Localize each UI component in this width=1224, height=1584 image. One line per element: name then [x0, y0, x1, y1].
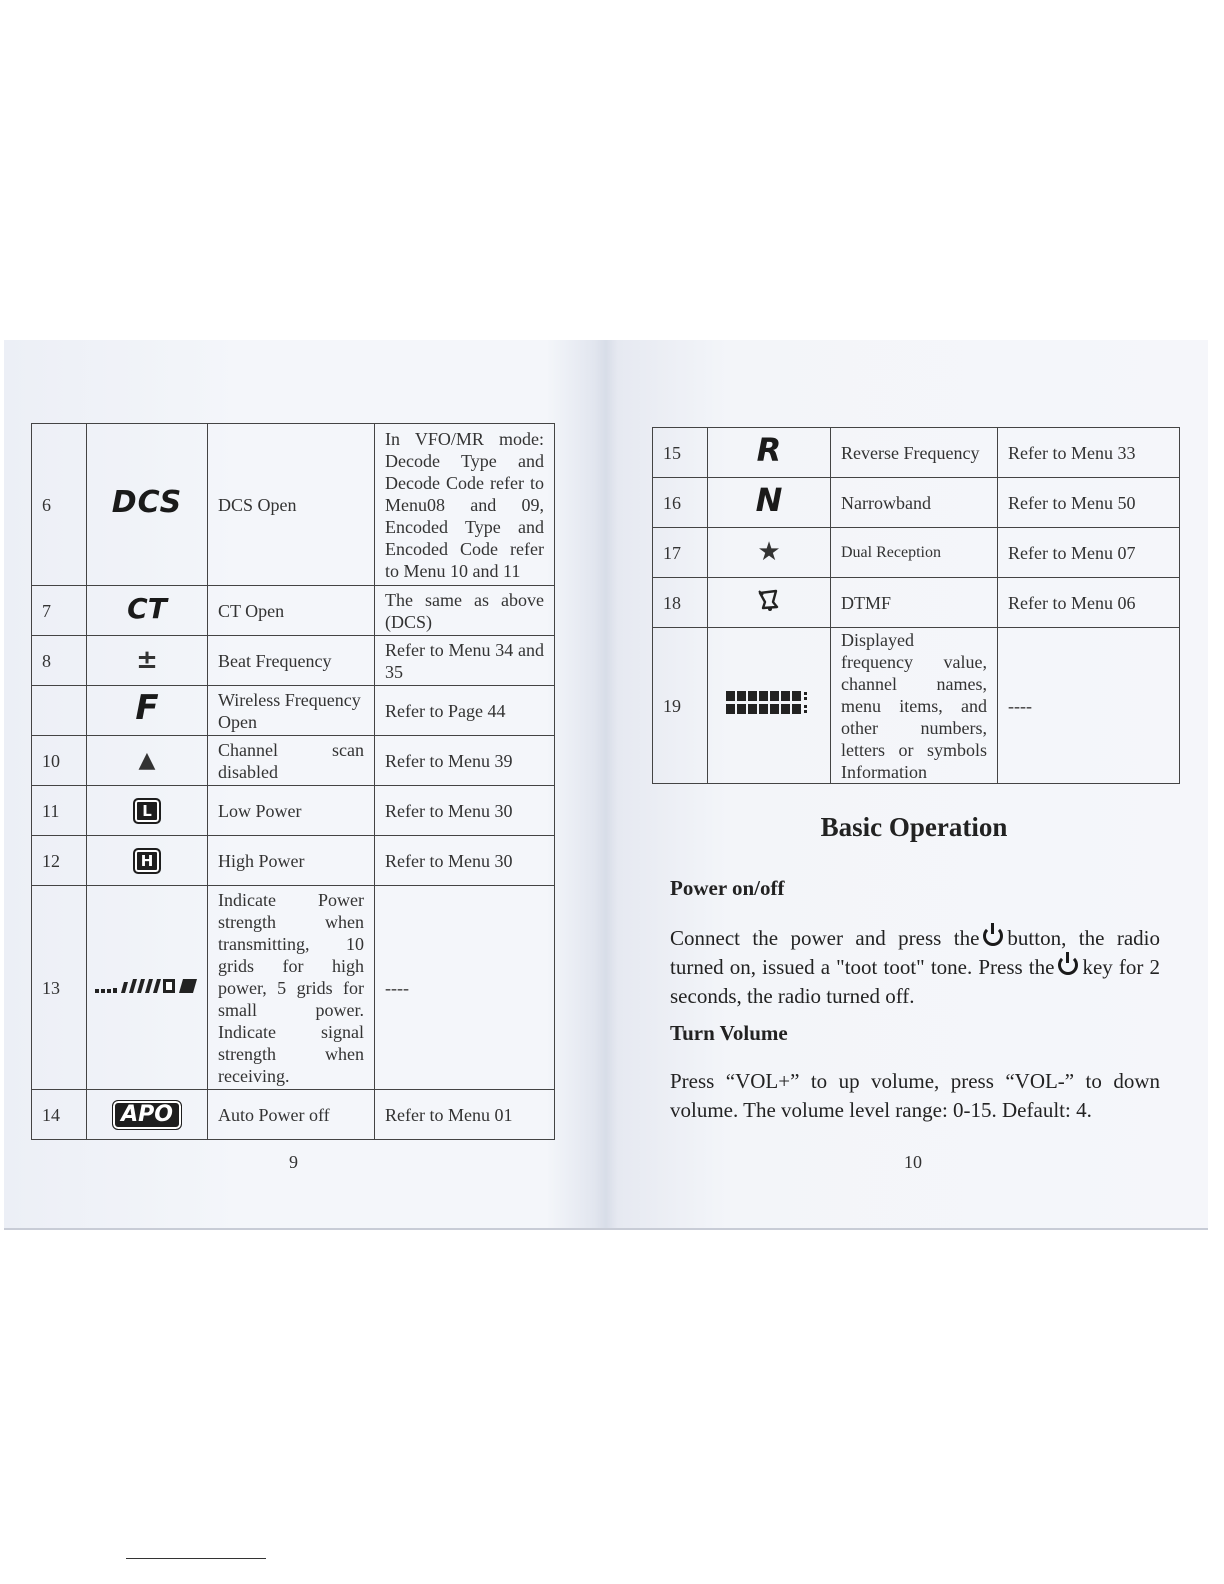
table-row [653, 428, 1180, 478]
reference-cell: Refer to Menu 06 [998, 578, 1180, 628]
table-row [32, 886, 555, 1090]
row-number: 8 [32, 636, 87, 686]
table-row [653, 578, 1180, 628]
reference-cell: ---- [375, 886, 555, 1090]
reference-cell: Refer to Menu 50 [998, 478, 1180, 528]
ct-icon: CT [87, 586, 208, 636]
n-icon: N [708, 478, 831, 528]
function-cell: High Power [208, 836, 375, 886]
row-number: 17 [653, 528, 708, 578]
reference-cell: Refer to Menu 33 [998, 428, 1180, 478]
f-icon: F [87, 686, 208, 736]
function-cell: DCS Open [208, 424, 375, 586]
row-number: 10 [32, 736, 87, 786]
table-row [32, 636, 555, 686]
row-number: 12 [32, 836, 87, 886]
function-cell: Narrowband [831, 478, 998, 528]
book-spread [4, 340, 1208, 1230]
table-row [32, 736, 555, 786]
apo-icon: APO [87, 1090, 208, 1140]
table-row [32, 424, 555, 586]
table-row [32, 1090, 555, 1140]
row-number: 7 [32, 586, 87, 636]
segment-display-icon [708, 628, 831, 784]
row-number: 6 [32, 424, 87, 586]
star-icon: ★ [708, 528, 831, 578]
reference-cell: Refer to Menu 30 [375, 836, 555, 886]
power-paragraph: Connect the power and press the button, the radio turned on, issued a "toot toot" tone. Press the key for 2 seconds, the radio turned off. [670, 926, 1160, 1008]
icon-table-left [31, 423, 555, 1140]
left-page [4, 340, 604, 1228]
dcs-icon: DCS [87, 424, 208, 586]
function-cell: CT Open [208, 586, 375, 636]
function-cell: Indicate Power strength when transmitting, 10 grids for high power, 5 grids for small power. Indicate signal strength when receiving. [208, 886, 375, 1090]
table-row [653, 528, 1180, 578]
r-icon: R [708, 428, 831, 478]
signal-bars-icon [87, 886, 208, 1090]
reference-cell: The same as above (DCS) [375, 586, 555, 636]
row-number: 18 [653, 578, 708, 628]
icon-table-right [652, 427, 1180, 784]
table-row [653, 628, 1180, 784]
table-row [32, 586, 555, 636]
power-icon [1058, 955, 1078, 975]
function-cell: Low Power [208, 786, 375, 836]
reference-cell: Refer to Menu 34 and 35 [375, 636, 555, 686]
row-number: 16 [653, 478, 708, 528]
row-number: 13 [32, 886, 87, 1090]
function-cell: DTMF [831, 578, 998, 628]
dtmf-bell-icon [708, 578, 831, 628]
function-cell: Dual Reception [831, 528, 998, 578]
dtmf-bell-icon [756, 588, 782, 612]
power-title: Power on/off [670, 876, 785, 900]
function-cell: Wireless Frequency Open [208, 686, 375, 736]
reference-cell: ---- [998, 628, 1180, 784]
volume-paragraph: Press “VOL+” to up volume, press “VOL-” to down volume. The volume level range: 0-15. Default: 4. [670, 1069, 1160, 1122]
right-page [608, 340, 1208, 1228]
row-number: 11 [32, 786, 87, 836]
page-number: 10 [904, 1152, 922, 1172]
reference-cell: Refer to Menu 30 [375, 786, 555, 836]
function-cell: Auto Power off [208, 1090, 375, 1140]
row-number: 15 [653, 428, 708, 478]
table-row [32, 686, 555, 736]
row-number: 19 [653, 628, 708, 784]
function-cell: Displayed frequency value, channel names, menu items, and other numbers, letters or symbols Information [831, 628, 998, 784]
row-number: 14 [32, 1090, 87, 1140]
function-cell: Beat Frequency [208, 636, 375, 686]
function-cell: Reverse Frequency [831, 428, 998, 478]
table-row [32, 836, 555, 886]
footnote-rule [126, 1558, 266, 1559]
volume-title: Turn Volume [670, 1021, 788, 1045]
high-power-icon: H [87, 836, 208, 886]
row-number [32, 686, 87, 736]
function-cell: Channel scan disabled [208, 736, 375, 786]
reference-cell: Refer to Page 44 [375, 686, 555, 736]
segment-display-icon [726, 690, 812, 716]
scan-triangle-icon: ▲ [87, 736, 208, 786]
reference-cell: In VFO/MR mode: Decode Type and Decode Code refer to Menu08 and 09, Encoded Type and Encoded Code refer to Menu 10 and 11 [375, 424, 555, 586]
power-icon [983, 926, 1003, 946]
table-row [32, 786, 555, 836]
low-power-icon: L [87, 786, 208, 836]
table-row [653, 478, 1180, 528]
reference-cell: Refer to Menu 07 [998, 528, 1180, 578]
signal-bars-icon [95, 978, 199, 994]
section-heading: Basic Operation [820, 812, 1008, 842]
plus-minus-icon: ± [87, 636, 208, 686]
page-number: 9 [289, 1152, 298, 1172]
reference-cell: Refer to Menu 01 [375, 1090, 555, 1140]
reference-cell: Refer to Menu 39 [375, 736, 555, 786]
